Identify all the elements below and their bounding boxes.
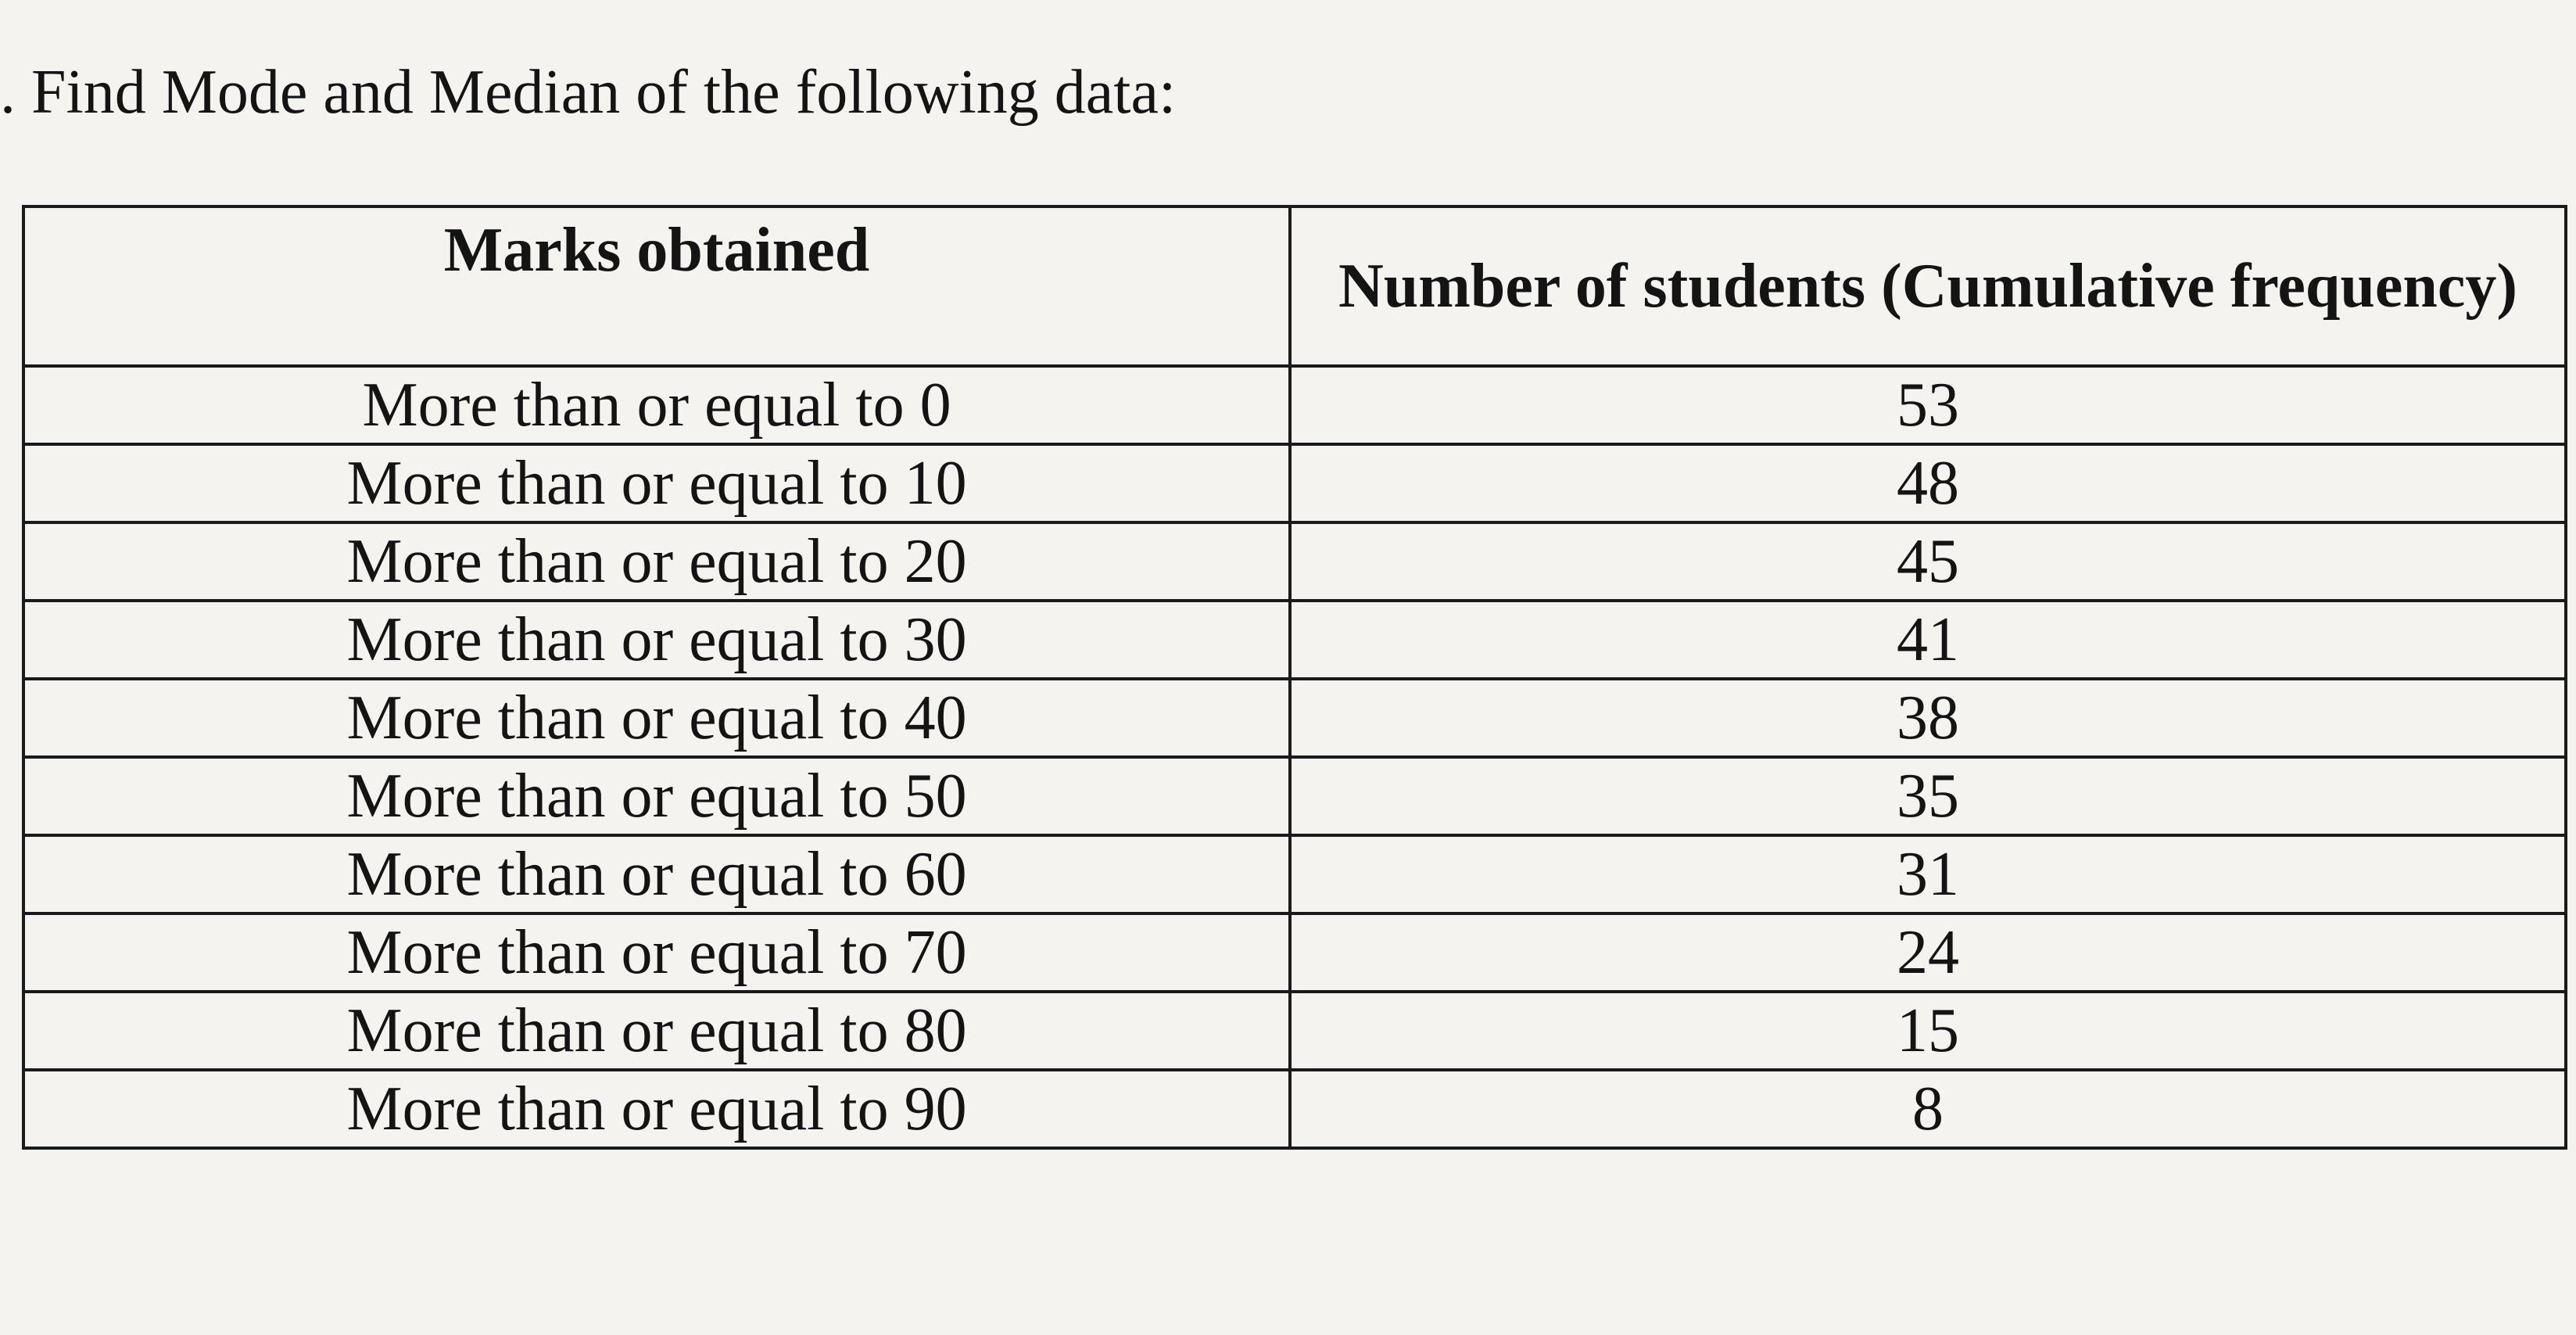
frequency-cell: 8: [1290, 1070, 2566, 1148]
marks-cell: More than or equal to 30: [23, 601, 1290, 679]
table-row: [23, 1070, 2566, 1148]
table-row: [23, 444, 2566, 522]
marks-cell: More than or equal to 0: [23, 366, 1290, 444]
frequency-cell: 53: [1290, 366, 2566, 444]
frequency-cell: 31: [1290, 835, 2566, 913]
frequency-cell: 38: [1290, 679, 2566, 757]
frequency-cell: 24: [1290, 913, 2566, 992]
table-row: [23, 835, 2566, 913]
table-row: [23, 679, 2566, 757]
frequency-cell: 48: [1290, 444, 2566, 522]
header-number-of-students: Number of students (Cumulative frequency): [1290, 206, 2566, 366]
table-row: [23, 522, 2566, 601]
table-row: [23, 757, 2566, 835]
marks-cell: More than or equal to 40: [23, 679, 1290, 757]
marks-cell: More than or equal to 20: [23, 522, 1290, 601]
frequency-cell: 41: [1290, 601, 2566, 679]
marks-cell: More than or equal to 80: [23, 992, 1290, 1070]
marks-cell: More than or equal to 90: [23, 1070, 1290, 1148]
marks-cell: More than or equal to 10: [23, 444, 1290, 522]
table-row: [23, 366, 2566, 444]
marks-cell: More than or equal to 60: [23, 835, 1290, 913]
table-header-row: [23, 206, 2566, 366]
header-marks-obtained: Marks obtained: [23, 206, 1290, 366]
table-row: [23, 913, 2566, 992]
data-table: [22, 205, 2567, 1150]
marks-cell: More than or equal to 50: [23, 757, 1290, 835]
frequency-cell: 15: [1290, 992, 2566, 1070]
table-row: [23, 992, 2566, 1070]
frequency-cell: 45: [1290, 522, 2566, 601]
marks-cell: More than or equal to 70: [23, 913, 1290, 992]
table-row: [23, 601, 2566, 679]
question-text: . Find Mode and Median of the following data:: [0, 58, 1177, 127]
frequency-cell: 35: [1290, 757, 2566, 835]
